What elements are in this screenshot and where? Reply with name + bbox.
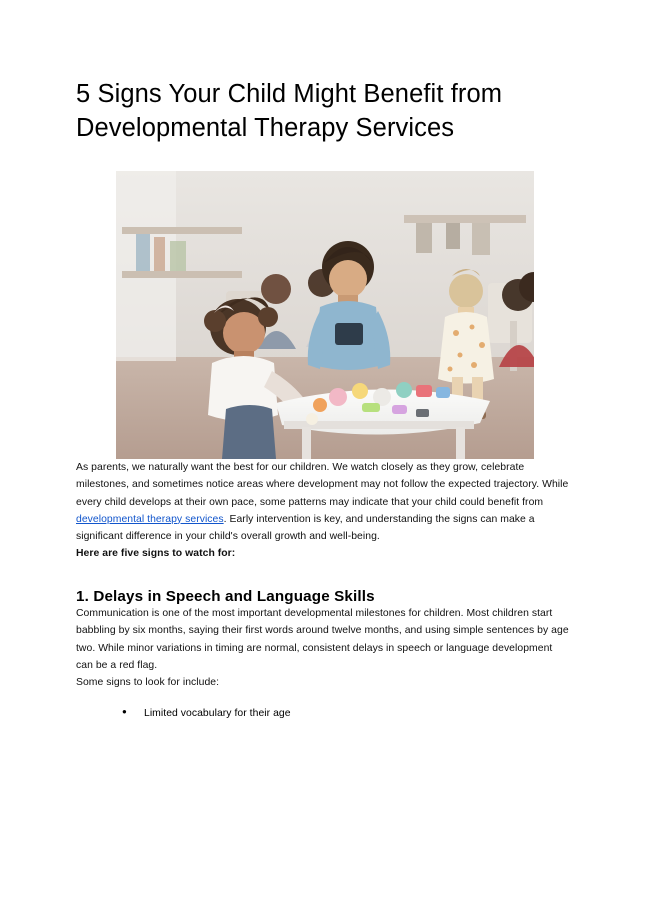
section-1-bullet-list — [76, 705, 574, 722]
page-title: 5 Signs Your Child Might Benefit from Developmental Therapy Services — [76, 80, 503, 142]
list-item: ● Limited vocabulary for their age — [122, 705, 574, 722]
section-1-paragraph: Communication is one of the most important developmental milestones for children. Most children start babbling by six months, saying their first words around twelve months, and using simple sentences by age two. While minor variations in timing are normal, consistent delays in speech or language development can be a red flag. — [76, 608, 569, 671]
section-1-list-intro: Some signs to look for include: — [76, 676, 220, 688]
intro-paragraph — [76, 459, 572, 545]
intro-text-part1: As parents, we naturally want the best for our children. We watch closely as they grow, celebrate milestones, and sometimes notice areas where development may not follow the expected trajectory. While every child develops at their own pace, some patterns may indicate that your child could benefit from — [76, 462, 569, 508]
section-heading-1: 1. Delays in Speech and Language Skills — [76, 588, 375, 606]
lead-in-text: Here are five signs to watch for: — [76, 548, 236, 560]
intro-text-part2: . Early intervention is key, and understanding the signs can make a significant difference in your child's overall growth and well-being. — [76, 513, 535, 542]
classroom-photo — [116, 171, 534, 459]
developmental-therapy-link[interactable]: developmental therapy services — [76, 513, 224, 525]
hero-image — [116, 171, 534, 459]
